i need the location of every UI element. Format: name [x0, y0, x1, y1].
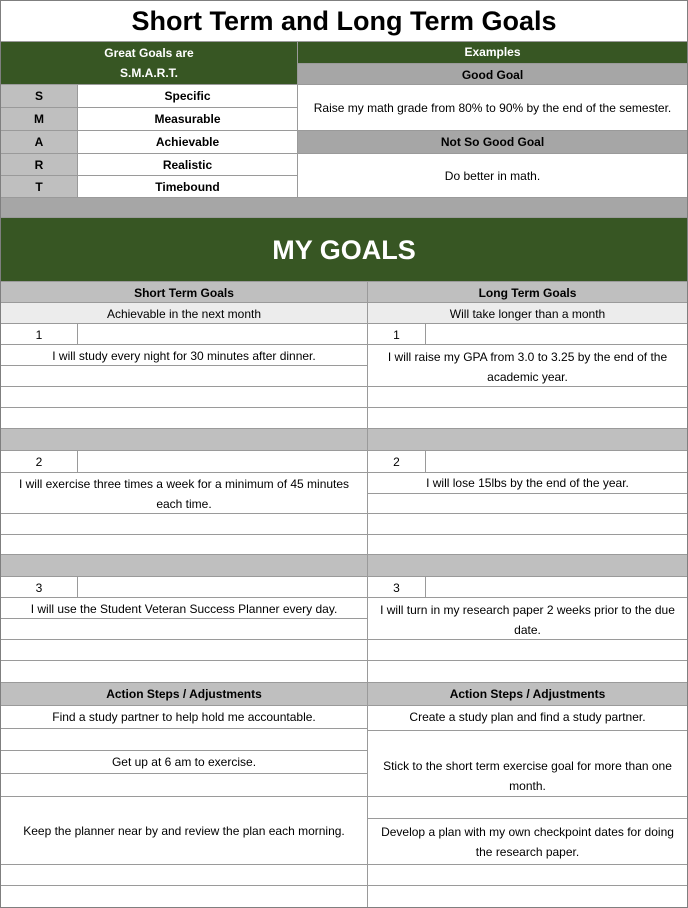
long-goal-text[interactable]: I will lose 15lbs by the end of the year. — [426, 475, 629, 490]
short-goal-number: 2 — [35, 454, 43, 469]
bad-goal-text: Do better in math. — [444, 168, 541, 183]
smart-header-line2: S.M.A.R.T. — [119, 65, 178, 80]
long-goal-number: 3 — [393, 580, 400, 595]
long-term-header: Long Term Goals — [368, 282, 687, 303]
long-goal-text[interactable]: I will raise my GPA from 3.0 to 3.25 by the end of the academic year. — [387, 350, 668, 384]
long-action-step[interactable]: Develop a plan with my own checkpoint dates for doing the research paper. — [381, 825, 674, 859]
my-goals-banner: MY GOALS — [1, 218, 687, 281]
short-goal-text[interactable]: I will use the Student Veteran Success Planner every day. — [30, 601, 338, 616]
smart-letter: M — [1, 108, 77, 130]
examples-header: Examples — [298, 41, 687, 63]
short-goal-number: 3 — [35, 580, 43, 595]
smart-word: Realistic — [162, 157, 213, 172]
long-goal-number: 2 — [393, 454, 400, 469]
smart-header — [1, 41, 297, 84]
long-action-header: Action Steps / Adjustments — [368, 683, 687, 705]
short-goal-text[interactable]: I will exercise three times a week for a minimum of 45 minutes each time. — [18, 476, 350, 511]
bad-goal-label: Not So Good Goal — [298, 131, 687, 153]
good-goal-label: Good Goal — [298, 64, 687, 85]
short-action-header: Action Steps / Adjustments — [1, 683, 367, 705]
smart-word: Measurable — [154, 112, 221, 126]
short-action-step[interactable]: Keep the planner near by and review the plan each morning. — [23, 824, 345, 838]
separator-band — [1, 555, 687, 576]
good-goal-text: Raise my math grade from 80% to 90% by the end of the semester. — [313, 100, 672, 115]
smart-letter: S — [1, 85, 77, 107]
smart-word: Achievable — [155, 135, 220, 149]
spacer-band — [1, 197, 687, 217]
page-title: Short Term and Long Term Goals — [131, 6, 557, 36]
short-goal-text[interactable]: I will study every night for 30 minutes after dinner. — [52, 348, 316, 363]
short-action-step[interactable]: Get up at 6 am to exercise. — [111, 755, 257, 769]
short-term-subheader: Achievable in the next month — [1, 303, 367, 324]
long-goal-number: 1 — [393, 327, 400, 342]
smart-word: Timebound — [155, 179, 220, 194]
short-term-header: Short Term Goals — [1, 282, 367, 303]
smart-letter: R — [1, 154, 77, 175]
smart-letter: A — [1, 131, 77, 153]
long-action-step[interactable]: Stick to the short term exercise goal for more than one month. — [383, 759, 672, 793]
short-action-step[interactable]: Find a study partner to help hold me accountable. — [52, 710, 316, 724]
smart-letter: T — [1, 176, 77, 197]
separator-band — [1, 429, 687, 450]
long-goal-text[interactable]: I will turn in my research paper 2 weeks prior to the due date. — [380, 603, 675, 637]
smart-header-line1: Great Goals are — [104, 45, 194, 60]
short-goal-number: 1 — [35, 327, 43, 342]
smart-word: Specific — [164, 89, 211, 103]
long-term-subheader: Will take longer than a month — [368, 303, 687, 324]
long-action-step[interactable]: Create a study plan and find a study partner. — [409, 710, 646, 724]
